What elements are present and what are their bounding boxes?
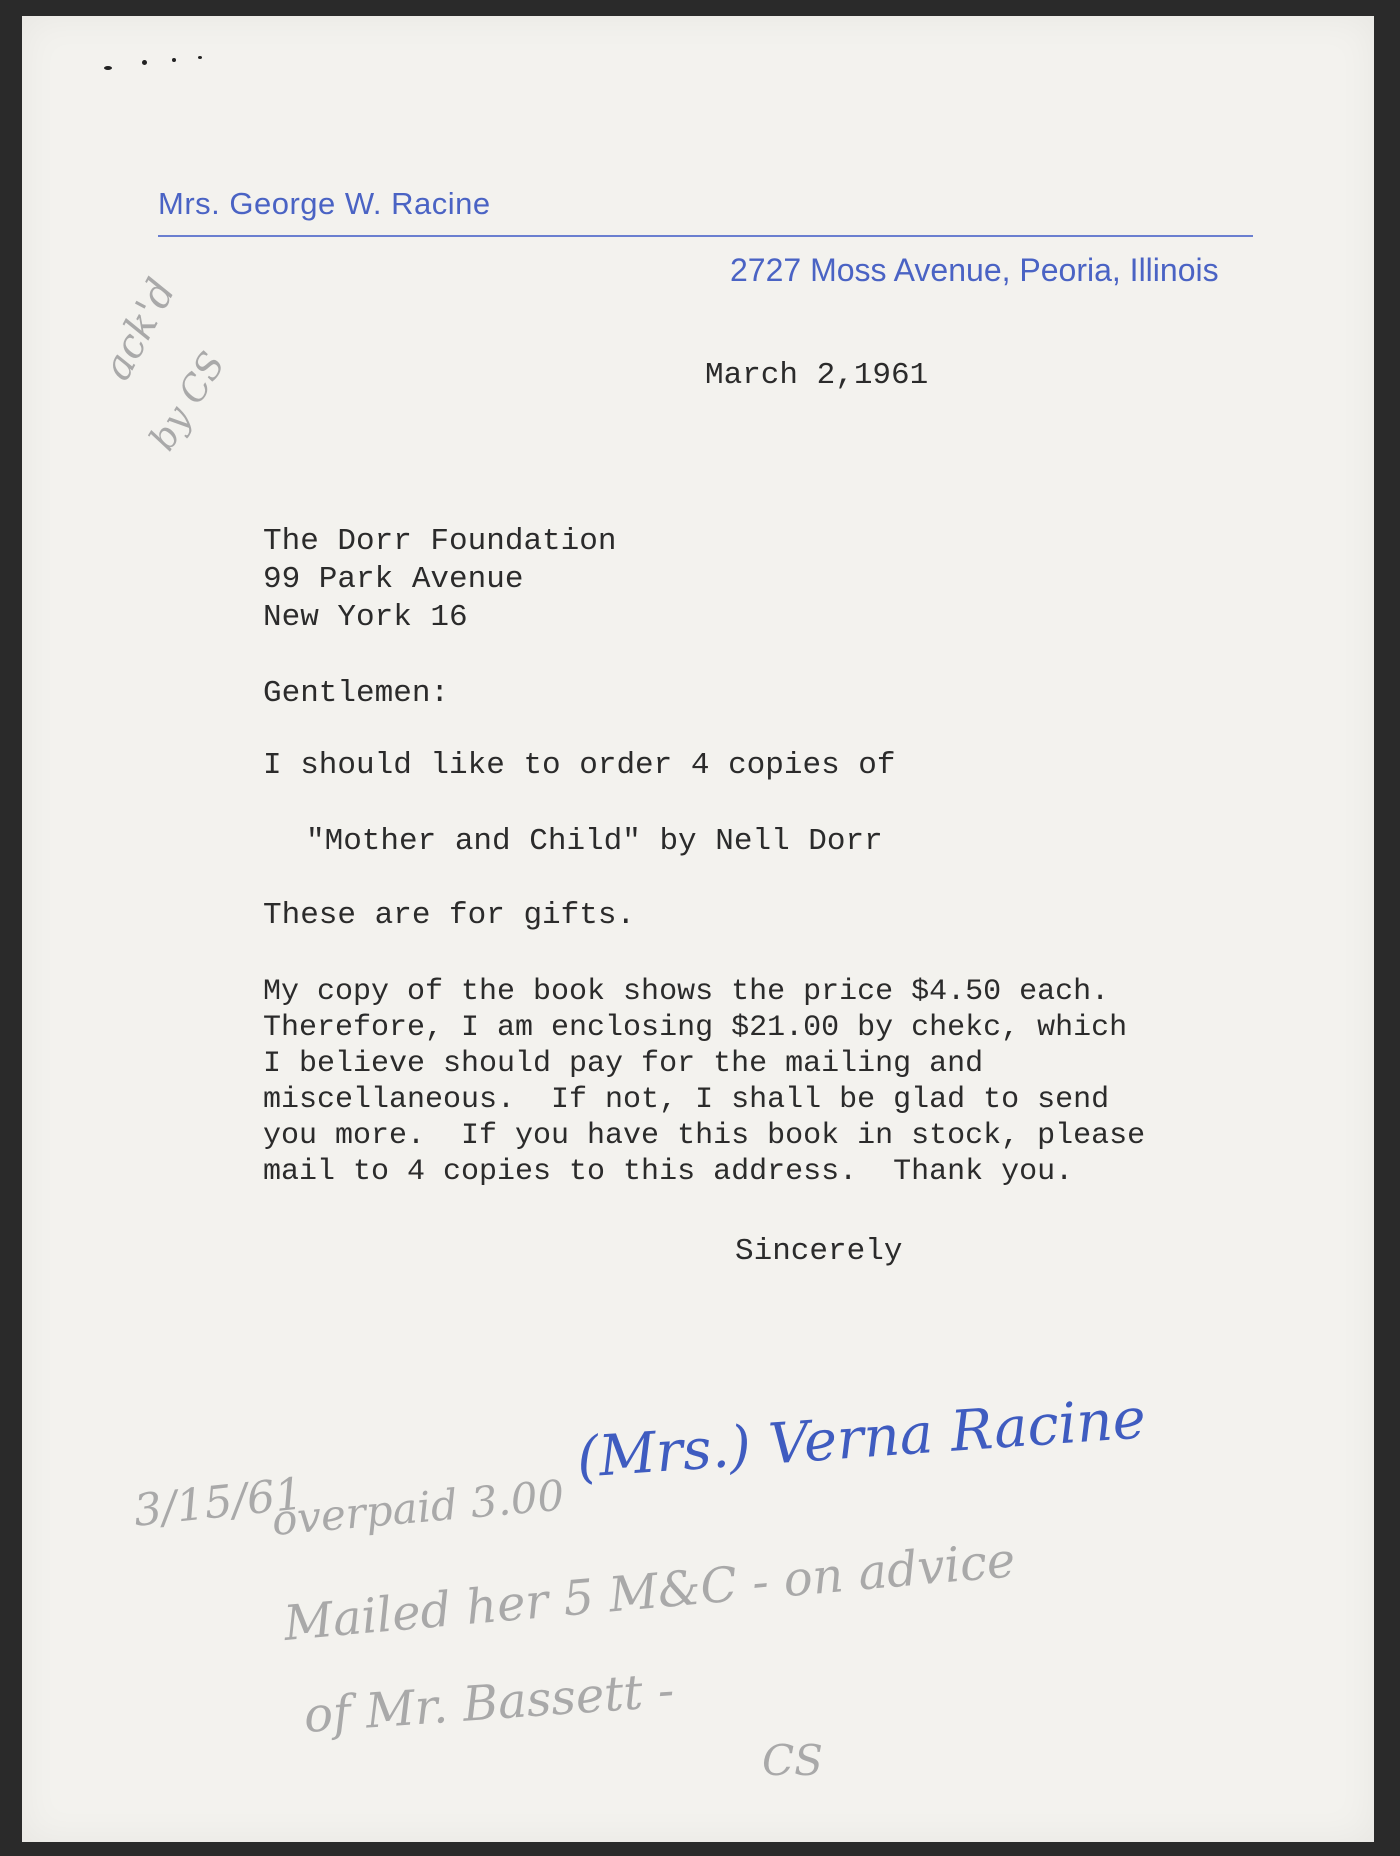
overpaid-note: overpaid 3.00: [269, 1470, 567, 1545]
letter-page: [22, 16, 1374, 1842]
ink-speck: [104, 66, 112, 70]
mailed-note-line-1: Mailed her 5 M&C - on advice: [281, 1532, 1018, 1652]
signature: (Mrs.) Verna Racine: [574, 1386, 1148, 1491]
ink-speck: [142, 60, 147, 65]
body-line: you more. If you have this book in stock, please: [263, 1119, 1146, 1153]
pencil-date-note: 3/15/61: [131, 1468, 306, 1537]
body-line: I believe should pay for the mailing and: [263, 1047, 984, 1081]
letterhead-name: Mrs. George W. Racine: [158, 186, 491, 221]
recipient-line-2: 99 Park Avenue: [263, 562, 524, 597]
letterhead-rule: [158, 235, 1253, 237]
body-line: Therefore, I am enclosing $21.00 by chekc, which: [263, 1011, 1128, 1045]
closing: Sincerely: [735, 1234, 903, 1269]
initials-note: CS: [762, 1736, 823, 1785]
recipient-line-3: New York 16: [263, 600, 468, 635]
book-title-line: "Mother and Child" by Nell Dorr: [306, 824, 883, 859]
ink-speck: [198, 56, 202, 59]
acknowledged-note: ack'd: [94, 271, 185, 388]
acknowledged-by-note: by CS: [142, 345, 234, 458]
body-line: miscellaneous. If not, I shall be glad to send: [263, 1083, 1110, 1117]
salutation: Gentlemen:: [263, 676, 450, 711]
ink-speck: [172, 58, 176, 62]
body-line: My copy of the book shows the price $4.50 each.: [263, 975, 1110, 1009]
gifts-paragraph: These are for gifts.: [263, 898, 636, 933]
recipient-line-1: The Dorr Foundation: [263, 524, 617, 559]
mailed-note-line-2: of Mr. Bassett -: [302, 1662, 676, 1744]
letterhead-address: 2727 Moss Avenue, Peoria, Illinois: [730, 252, 1219, 288]
body-line: mail to 4 copies to this address. Thank you.: [263, 1155, 1074, 1189]
order-paragraph: I should like to order 4 copies of: [263, 748, 896, 783]
letter-date: March 2,1961: [705, 358, 929, 393]
